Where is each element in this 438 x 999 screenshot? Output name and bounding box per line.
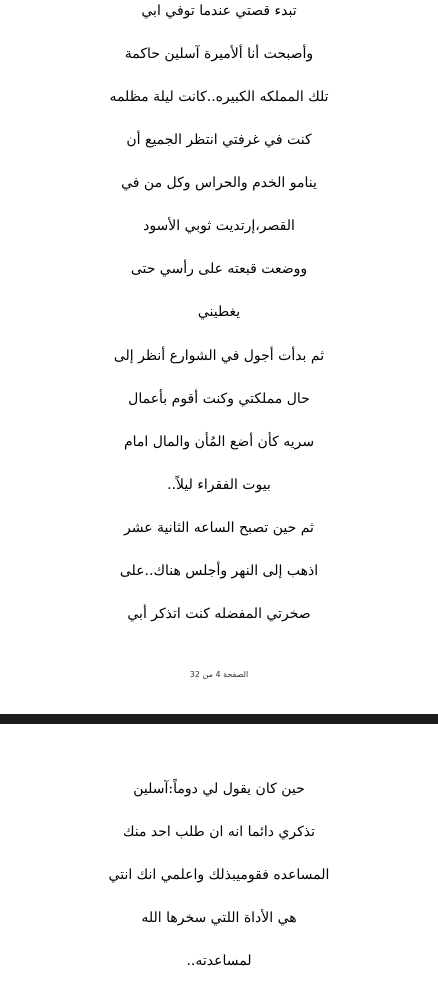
paragraph-2: [0, 335, 438, 507]
paragraph-3: [0, 507, 438, 636]
text-line: يغطيني: [197, 304, 241, 320]
text-line: بيوت الفقراء ليلاً..: [167, 477, 271, 493]
text-line: القصر،إرتديت ثوبي الأسود: [143, 218, 295, 234]
text-line: هي الأداة اللتي سخرها الله: [141, 910, 297, 926]
text-line: تذكري دائما انه ان طلب احد منك: [122, 824, 316, 840]
text-line: تلك المملكه الكبيره..كانت ليلة مظلمه: [109, 89, 329, 105]
text-line: تبدء قصتي عندما توفي ابي: [141, 3, 297, 19]
text-line: سريه كأن أضع المُأن والمال امام: [123, 434, 315, 450]
page-separator: [0, 714, 438, 724]
text-line: حال مملكتي وكنت أقوم بأعمال: [128, 391, 310, 407]
paragraph-4: [0, 768, 438, 983]
text-line: صخرتي المفضله كنت اتذكر أبي: [127, 606, 311, 622]
text-line: لمساعدته..: [186, 953, 252, 969]
text-line: اذهب إلى النهر وأجلس هناك..على: [119, 563, 319, 579]
text-line: كنت في غرفتي انتظر الجميع أن: [126, 132, 312, 148]
text-line: ينامو الخدم والحراس وكل من في: [121, 175, 317, 191]
text-line: حين كان يقول لي دوماً:آسلين: [133, 781, 305, 797]
text-line: وأصبحت أنا ألأميرة آسلين حاكمة: [124, 46, 314, 62]
text-line: المساعده فقوميبذلك واعلمي انك انتي: [108, 867, 330, 883]
page-number: الصفحة 4 من 32: [189, 670, 249, 679]
paragraph-1: [0, 0, 438, 334]
text-line: ثم حين تصبح الساعه الثانية عشر: [124, 520, 314, 536]
text-line: ووضعت قبعته على رأسي حتى: [130, 261, 308, 277]
text-line: ثم بدأت أجول في الشوارع أنظر إلى: [113, 348, 325, 364]
